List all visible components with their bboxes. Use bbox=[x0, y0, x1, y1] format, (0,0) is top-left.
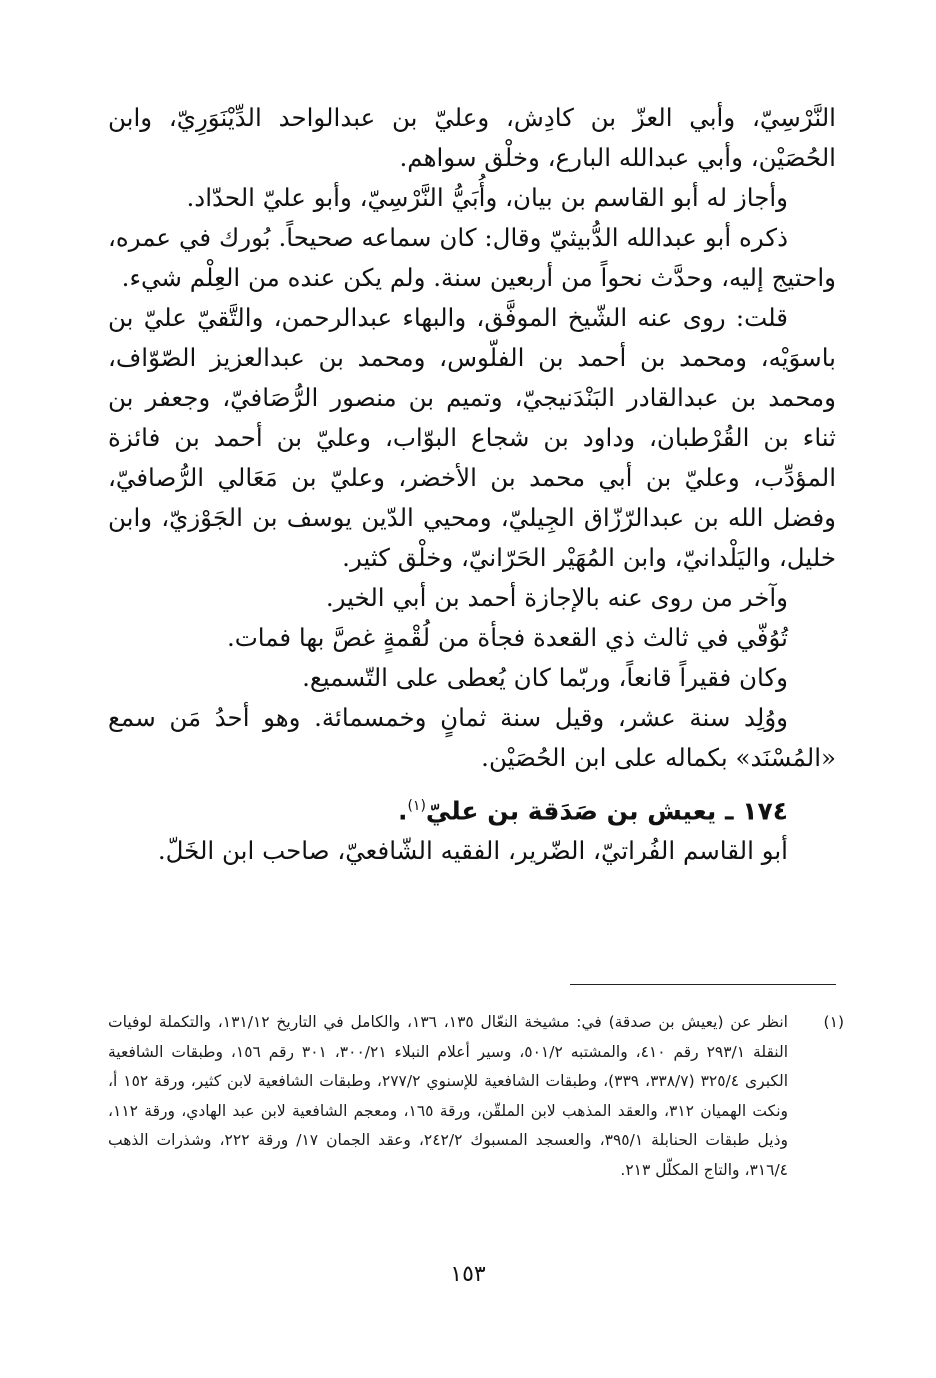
footnote-reference: (١) bbox=[407, 798, 426, 814]
footnote-text: انظر عن (يعيش بن صدقة) في: مشيخة النعّال ١٣٥، ١٣٦، والكامل في التاريخ ١٣١/١٢، والتكملة لوفيات النقلة ٢٩٣/١ رقم ٤١٠، والمشتبه ٥٠١/٢، وسير أعلام النبلاء ٣٠٠/٢١، ٣٠١ رقم ١٥٦، وطبقات الشافعية الكبرى ٣٢٥/٤ (٣٣٨/٧، ٣٣٩)، وطبقات الشافعية للإسنوي ٢٧٧/٢، وطبقات الشافعية لابن كثير، ورقة ١٥٢ أ، ونكت الهميان ٣١٢، والعقد المذهب لابن الملقّن، ورقة ١٦٥، ومعجم الشافعية لابن عبد الهادي، ورقة ١١٢، وذيل طبقات الحنابلة ٣٩٥/١، والعسجد المسبوك ٢٤٢/٢، وعقد الجمان ١٧/ ورقة ٢٢٢، وشذرات الذهب ٣١٦/٤، والتاج المكلّل ٢١٣. bbox=[108, 1013, 789, 1179]
paragraph-students: قلت: روى عنه الشّيخ الموفَّق، والبهاء عبدالرحمن، والتَّقيّ عليّ بن باسوَيْه، ومحمد بن أحمد بن الفلّوس، ومحمد بن عبدالعزيز الصّوّاف، ومحمد بن عبدالقادر البَنْدَنيجيّ، وتميم بن منصور الرُّصَافيّ، وجعفر بن ثناء بن القُرْطبان، وداود بن شجاع البوّاب، وعليّ بن أحمد بن فائزة المؤدِّب، وعليّ بن أبي محمد بن الأخضر، وعليّ بن مَعَالي الرُّصافيّ، وفضل الله بن عبدالرّزّاق الجِيليّ، ومحيي الدّين يوسف بن الجَوْزيّ، وابن خليل، واليَلْدانيّ، وابن المُهَيْر الحَرّانيّ، وخلْق كثير. bbox=[108, 303, 836, 572]
entry-heading-text: ١٧٤ ـ يعيش بن صَدَقة بن عليّ bbox=[425, 796, 788, 826]
footnote-separator bbox=[570, 984, 836, 985]
main-text bbox=[108, 98, 836, 871]
entry-heading bbox=[108, 786, 836, 831]
paragraph-last-narrator: وآخر من روى عنه بالإجازة أحمد بن أبي الخير. bbox=[325, 583, 788, 612]
page-number: ١٥٣ bbox=[450, 1262, 486, 1287]
footnote bbox=[108, 1008, 844, 1185]
paragraph-teachers: النَّرْسِيّ، وأبي العزّ بن كادِش، وعليّ بن عبدالواحد الدِّيْنَوَرِيّ، وابن الحُصَيْن، وأبي عبدالله البارع، وخلْق سواهم. bbox=[108, 103, 836, 172]
paragraph-dubaythi: ذكره أبو عبدالله الدُّبيثيّ وقال: كان سماعه صحيحاً. بُورك في عمره، واحتيج إليه، وحدَّث نحواً من أربعين سنة. ولم يكن عنده من العِلْم شيء. bbox=[108, 223, 836, 292]
paragraph-birth: ووُلِد سنة عشر، وقيل سنة ثمانٍ وخمسمائة. وهو أحدُ مَن سمع «المُسْنَد» بكماله على ابن الحُصَيْن. bbox=[108, 703, 836, 772]
entry-description: أبو القاسم الفُراتيّ، الضّرير، الفقيه الشّافعيّ، صاحب ابن الخَلّ. bbox=[157, 836, 788, 866]
paragraph-ijaza: وأجاز له أبو القاسم بن بيان، وأُبَيُّ النَّرْسِيّ، وأبو عليّ الحدّاد. bbox=[186, 183, 788, 212]
entry-heading-period: . bbox=[397, 796, 408, 826]
paragraph-poverty: وكان فقيراً قانعاً، وربّما كان يُعطى على التّسميع. bbox=[302, 663, 788, 692]
footnote-marker: (١) bbox=[823, 1013, 844, 1031]
paragraph-death: تُوُفّي في ثالث ذي القعدة فجأة من لُقْمةٍ غصَّ بها فمات. bbox=[226, 623, 788, 652]
